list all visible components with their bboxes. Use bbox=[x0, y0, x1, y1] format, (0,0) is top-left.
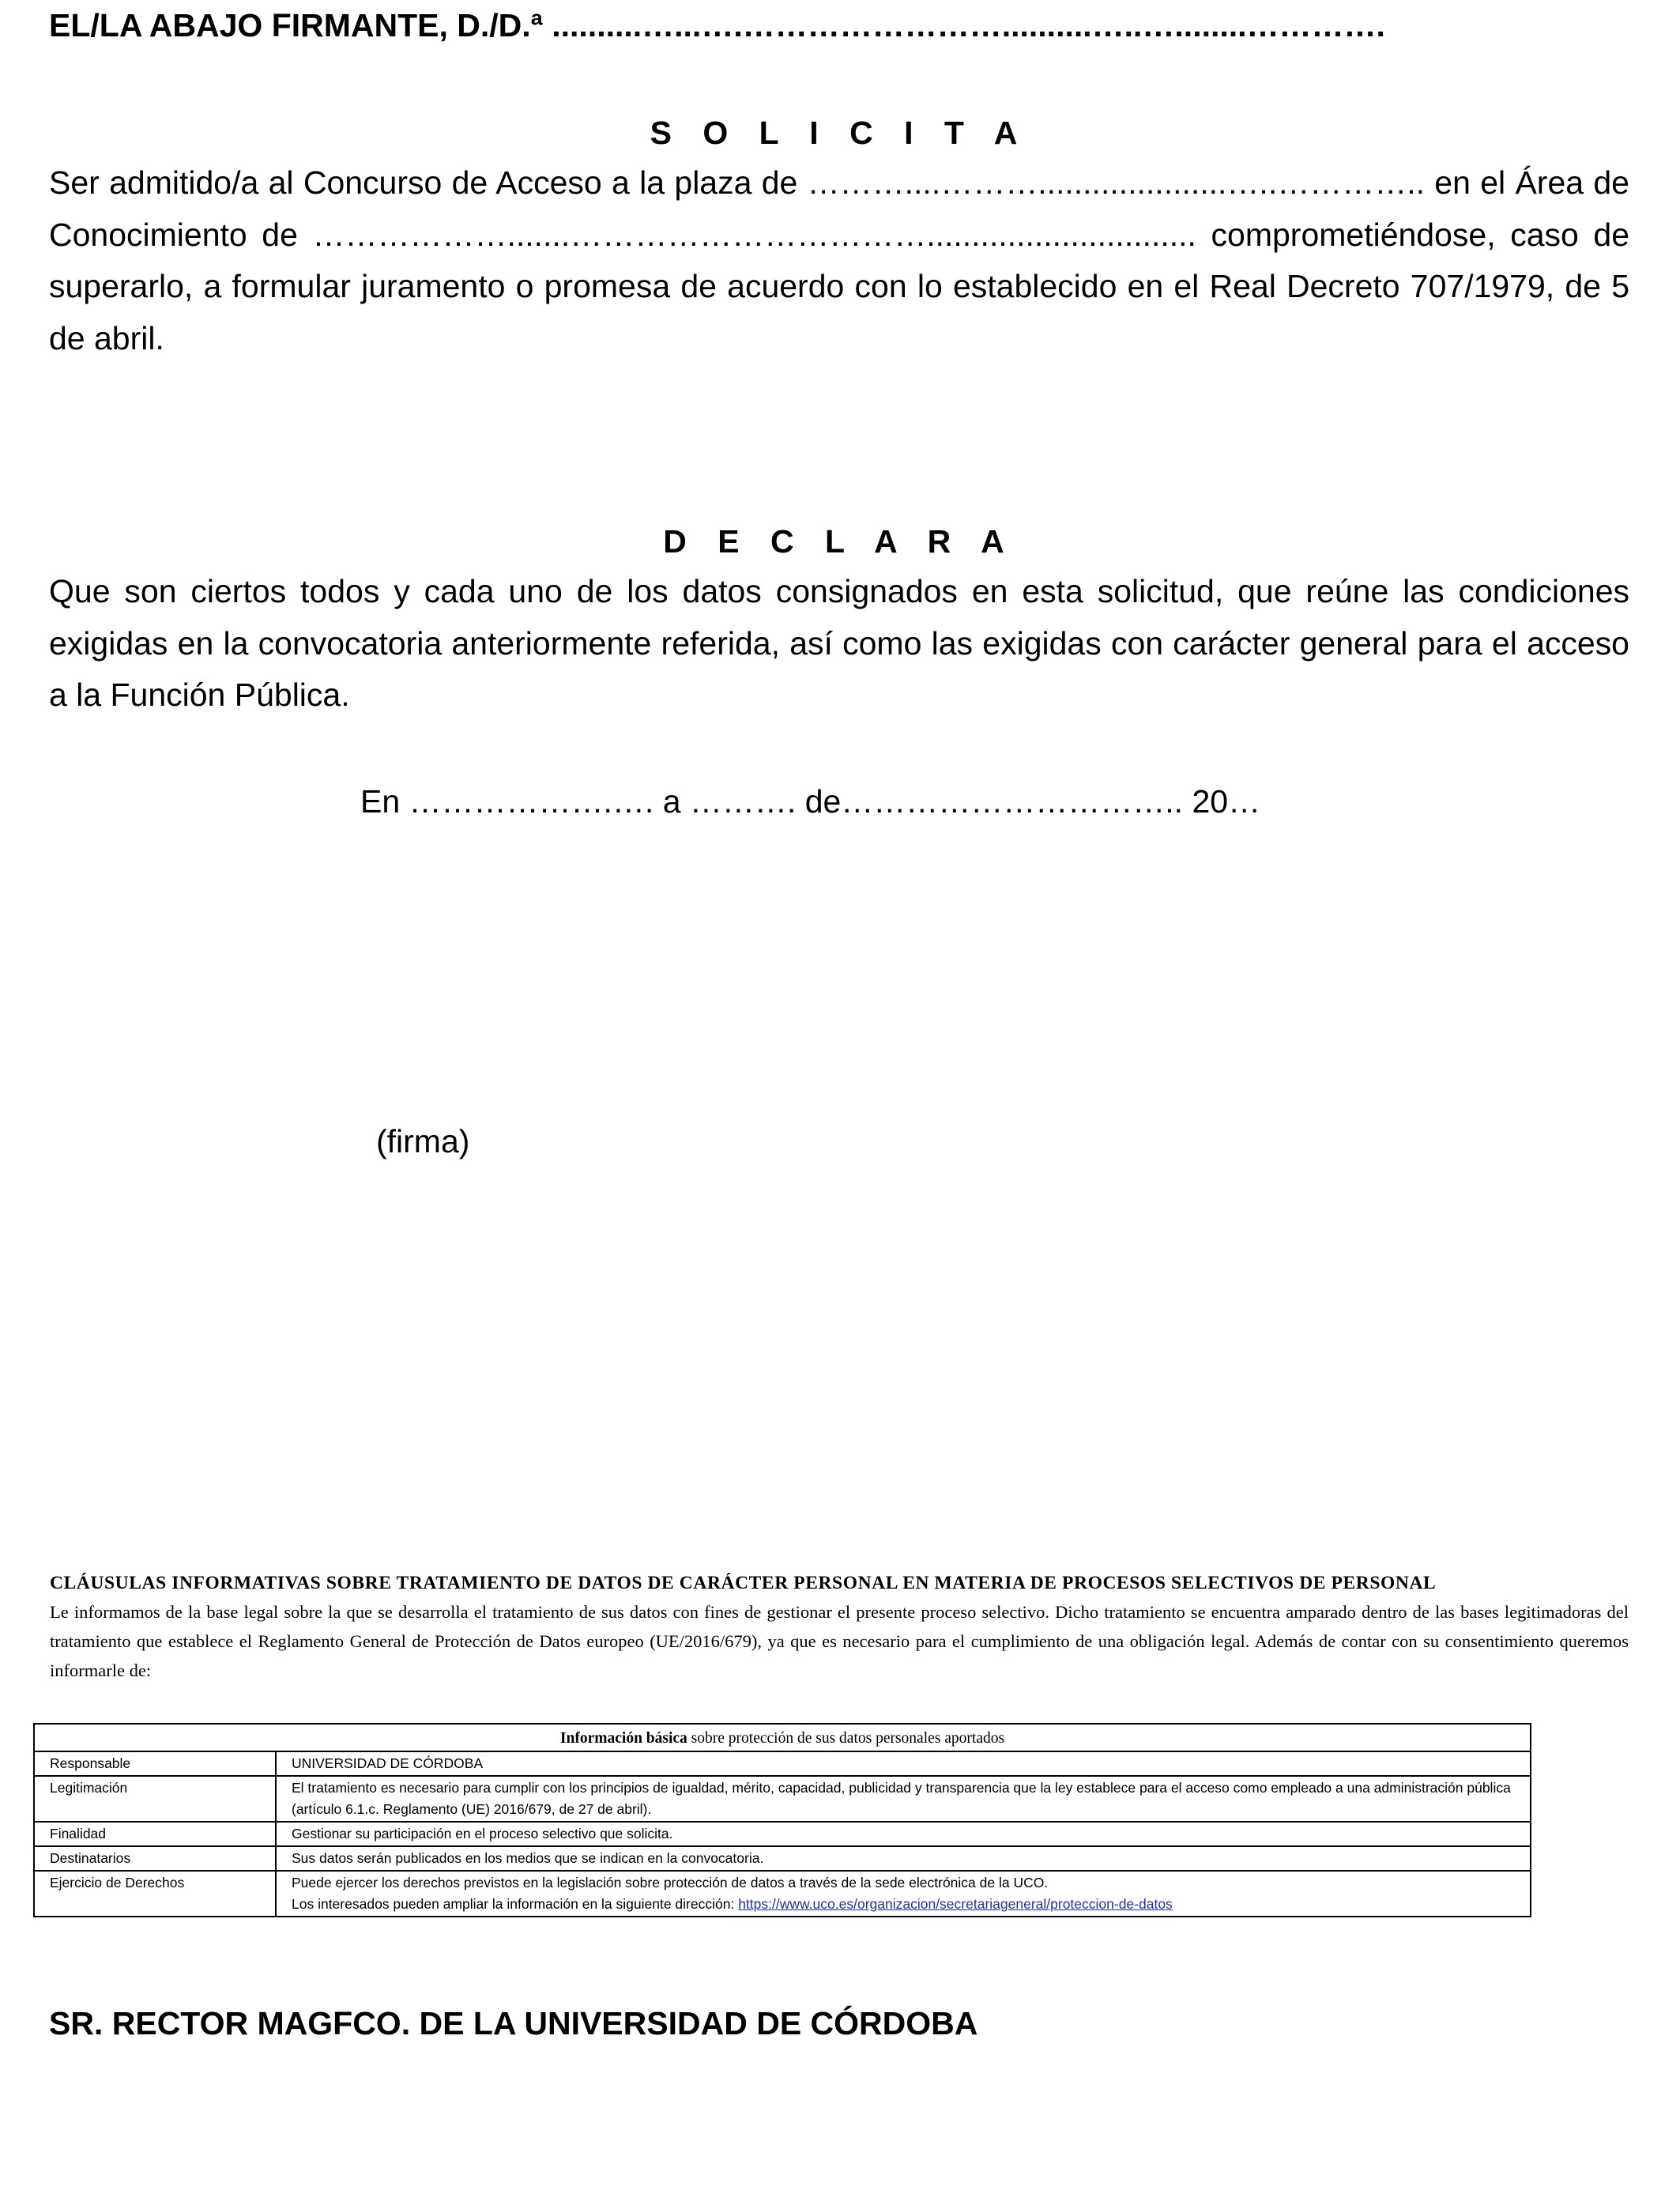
table-header-row bbox=[34, 1724, 1531, 1751]
row-value-legitimacion: El tratamiento es necesario para cumplir con los principios de igualdad, mérito, capacidad, publicidad y transparencia que la ley establece para el acceso como empleado a una administración pública (artículo 6.1.c. Reglamento (UE) 2016/679, de 27 de abril). bbox=[276, 1776, 1531, 1822]
table-heading bbox=[34, 1724, 1531, 1751]
row-value-destinatarios: Sus datos serán publicados en los medios que se indican en la convocatoria. bbox=[276, 1846, 1531, 1871]
clausulas-body: Le informamos de la base legal sobre la que se desarrolla el tratamiento de sus datos con fines de gestionar el presente proceso selectivo. Dicho tratamiento se encuentra amparado dentro de las bases legitimadoras del tratamiento que establece el Reglamento General de Protección de Datos europeo (UE/2016/679), ya que es necesario para el cumplimiento de una obligación legal. Además de contar con su consentimiento queremos informarle de: bbox=[50, 1602, 1629, 1680]
solicita-heading: S O L I C I T A bbox=[650, 115, 1029, 151]
row-label-finalidad: Finalidad bbox=[34, 1822, 276, 1846]
date-line: En ……………….…. a ………. de………………………….. 20… bbox=[360, 783, 1261, 820]
table-row bbox=[34, 1871, 1531, 1917]
derechos-line-2-prefix: Los interesados pueden ampliar la información en la siguiente dirección: bbox=[292, 1896, 739, 1912]
row-value-finalidad: Gestionar su participación en el proceso selectivo que solicita. bbox=[276, 1822, 1531, 1846]
applicant-name-line: EL/LA ABAJO FIRMANTE, D./D.ª ..........…...….……………………..........…..…........…………. bbox=[49, 7, 1385, 43]
table-row bbox=[34, 1822, 1531, 1846]
row-label-derechos: Ejercicio de Derechos bbox=[34, 1871, 276, 1917]
table-row bbox=[34, 1776, 1531, 1822]
derechos-line-2 bbox=[292, 1894, 1515, 1915]
signature-label: (firma) bbox=[376, 1123, 470, 1159]
row-value-responsable: UNIVERSIDAD DE CÓRDOBA bbox=[276, 1751, 1531, 1776]
data-protection-table bbox=[33, 1723, 1531, 1917]
table-row bbox=[34, 1751, 1531, 1776]
data-protection-link[interactable]: https://www.uco.es/organizacion/secretariageneral/proteccion-de-datos bbox=[738, 1896, 1173, 1912]
derechos-line-1: Puede ejercer los derechos previstos en la legislación sobre protección de datos a través de la sede electrónica de la UCO. bbox=[292, 1875, 1049, 1891]
table-row bbox=[34, 1846, 1531, 1871]
declara-heading: D E C L A R A bbox=[663, 523, 1015, 560]
row-value-derechos bbox=[276, 1871, 1531, 1917]
declara-paragraph: Que son ciertos todos y cada uno de los datos consignados en esta solicitud, que reúne las condiciones exigidas en la convocatoria anteriormente referida, así como las exigidas con carácter general para el acceso a la Función Pública. bbox=[49, 573, 1629, 713]
solicita-paragraph: Ser admitido/a al Concurso de Acceso a la plaza de ………....……….....................…..………….. en el Área de Conocimiento de ……………….......…………………………….............................. comprometiéndose, caso de superarlo, a formular juramento o promesa de acuerdo con lo establecido en el Real Decreto 707/1979, de 5 de abril. bbox=[49, 164, 1629, 356]
clausulas-title: CLÁUSULAS INFORMATIVAS SOBRE TRATAMIENTO DE DATOS DE CARÁCTER PERSONAL EN MATERIA DE PROCESOS SELECTIVOS DE PERSONAL bbox=[50, 1573, 1437, 1593]
row-label-destinatarios: Destinatarios bbox=[34, 1846, 276, 1871]
table-heading-bold: Información básica bbox=[559, 1730, 687, 1747]
table-heading-rest: sobre protección de sus datos personales aportados bbox=[687, 1730, 1005, 1747]
row-label-legitimacion: Legitimación bbox=[34, 1776, 276, 1822]
addressee: SR. RECTOR MAGFCO. DE LA UNIVERSIDAD DE CÓRDOBA bbox=[49, 2005, 978, 2041]
row-label-responsable: Responsable bbox=[34, 1751, 276, 1776]
